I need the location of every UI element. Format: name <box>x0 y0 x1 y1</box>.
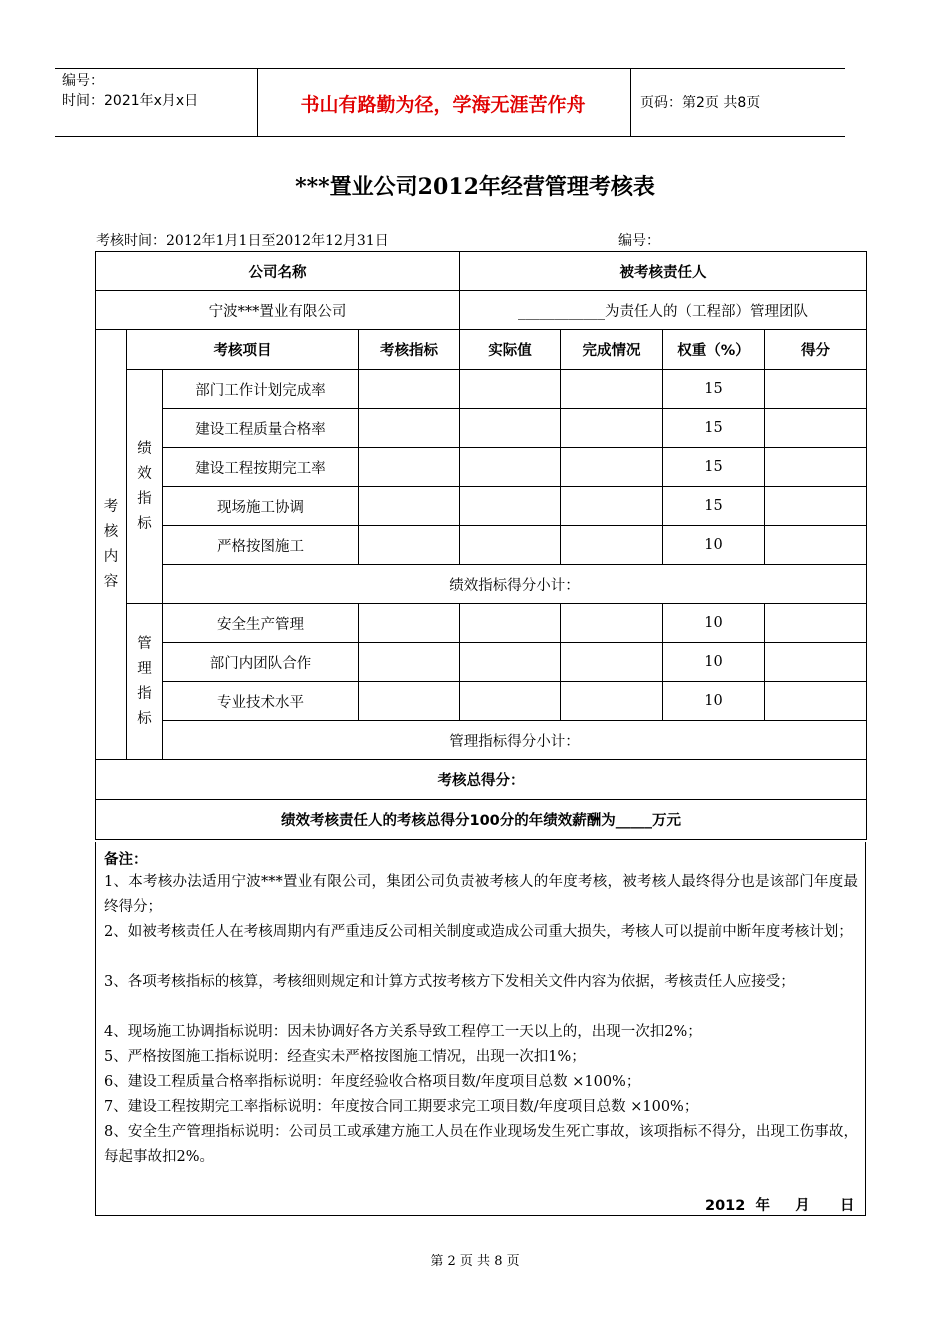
row-weight: 15 <box>663 409 765 448</box>
actual-cell[interactable] <box>460 370 561 409</box>
score-cell[interactable] <box>765 526 867 565</box>
row-weight: 10 <box>663 682 765 721</box>
note-item: 1、本考核办法适用宁波***置业有限公司，集团公司负责被考核人的年度考核，被考核人最终得分也是该部门年度最终得分； <box>104 874 858 915</box>
assessment-table <box>95 251 867 840</box>
col-header-actual: 实际值 <box>460 330 561 370</box>
row-weight: 15 <box>663 448 765 487</box>
completion-cell[interactable] <box>561 604 663 643</box>
col-header-score: 得分 <box>765 330 867 370</box>
note-item: 3、各项考核指标的核算，考核细则规定和计算方式按考核方下发相关文件内容为依据，考核责任人应接受； <box>104 974 795 990</box>
col-header-completion: 完成情况 <box>561 330 663 370</box>
responsible-header: 被考核责任人 <box>460 252 867 291</box>
score-cell[interactable] <box>765 487 867 526</box>
actual-cell[interactable] <box>460 487 561 526</box>
completion-cell[interactable] <box>561 526 663 565</box>
completion-cell[interactable] <box>561 370 663 409</box>
actual-cell[interactable] <box>460 526 561 565</box>
company-name-header: 公司名称 <box>96 252 460 291</box>
completion-cell[interactable] <box>561 409 663 448</box>
management-subtotal: 管理指标得分小计： <box>163 721 867 760</box>
score-cell[interactable] <box>765 604 867 643</box>
completion-cell[interactable] <box>561 643 663 682</box>
score-cell[interactable] <box>765 643 867 682</box>
indicator-cell[interactable] <box>359 604 460 643</box>
row-item: 专业技术水平 <box>163 682 359 721</box>
table-row <box>96 487 867 526</box>
table-row <box>96 409 867 448</box>
indicator-cell[interactable] <box>359 409 460 448</box>
table-row <box>96 604 867 643</box>
management-label: 管 理 指 标 <box>127 604 163 760</box>
col-header-item: 考核项目 <box>127 330 359 370</box>
table-row <box>96 370 867 409</box>
notes-heading: 备注： <box>104 852 148 868</box>
row-item: 建设工程按期完工率 <box>163 448 359 487</box>
actual-cell[interactable] <box>460 643 561 682</box>
row-item: 现场施工协调 <box>163 487 359 526</box>
indicator-cell[interactable] <box>359 487 460 526</box>
row-weight: 10 <box>663 643 765 682</box>
row-weight: 15 <box>663 487 765 526</box>
note-item: 4、现场施工协调指标说明：因未协调好各方关系导致工程停工一天以上的，出现一次扣2%； <box>104 1024 702 1040</box>
completion-cell[interactable] <box>561 448 663 487</box>
performance-subtotal: 绩效指标得分小计： <box>163 565 867 604</box>
note-item: 2、如被考核责任人在考核周期内有严重违反公司相关制度或造成公司重大损失，考核人可以提前中断年度考核计划； <box>104 924 853 940</box>
note-item: 7、建设工程按期完工率指标说明：年度按合同工期要求完工项目数/年度项目总数 ×100%； <box>104 1099 699 1115</box>
assessment-period: 考核时间：2012年1月1日至2012年12月31日 <box>96 233 389 249</box>
score-cell[interactable] <box>765 448 867 487</box>
row-weight: 10 <box>663 526 765 565</box>
row-item: 部门内团队合作 <box>163 643 359 682</box>
score-cell[interactable] <box>765 682 867 721</box>
actual-cell[interactable] <box>460 448 561 487</box>
salary-line: 绩效考核责任人的考核总得分100分的年绩效薪酬为_____万元 <box>96 800 867 840</box>
responsible-value: ____________为责任人的（工程部）管理团队 <box>460 291 867 330</box>
row-weight: 10 <box>663 604 765 643</box>
note-item: 8、安全生产管理指标说明：公司员工或承建方施工人员在作业现场发生死亡事故，该项指标不得分，出现工伤事故，每起事故扣2%。 <box>104 1124 858 1165</box>
table-row <box>96 682 867 721</box>
header-page-label: 页码：第2页 共8页 <box>640 95 761 111</box>
score-cell[interactable] <box>765 370 867 409</box>
indicator-cell[interactable] <box>359 448 460 487</box>
note-item: 5、严格按图施工指标说明：经查实未严格按图施工情况，出现一次扣1%； <box>104 1049 586 1065</box>
document-title: ***置业公司2012年经营管理考核表 <box>295 174 655 200</box>
indicator-cell[interactable] <box>359 643 460 682</box>
total-score: 考核总得分： <box>96 760 867 800</box>
header-number-label: 编号： <box>62 73 104 89</box>
actual-cell[interactable] <box>460 409 561 448</box>
note-item: 6、建设工程质量合格率指标说明：年度经验收合格项目数/年度项目总数 ×100%； <box>104 1074 641 1090</box>
col-header-indicator: 考核指标 <box>359 330 460 370</box>
row-item: 建设工程质量合格率 <box>163 409 359 448</box>
table-row <box>96 448 867 487</box>
completion-cell[interactable] <box>561 487 663 526</box>
score-cell[interactable] <box>765 409 867 448</box>
table-row <box>96 643 867 682</box>
completion-cell[interactable] <box>561 682 663 721</box>
section-label-content: 考 核 内 容 <box>96 330 127 760</box>
row-item: 安全生产管理 <box>163 604 359 643</box>
indicator-cell[interactable] <box>359 370 460 409</box>
table-row <box>96 526 867 565</box>
performance-label: 绩 效 指 标 <box>127 370 163 604</box>
indicator-cell[interactable] <box>359 526 460 565</box>
header-bottom-rule <box>55 136 845 137</box>
row-item: 部门工作计划完成率 <box>163 370 359 409</box>
header-time-label: 时间：2021年x月x日 <box>62 93 199 109</box>
header-motto: 书山有路勤为径，学海无涯苦作舟 <box>300 94 586 116</box>
row-item: 严格按图施工 <box>163 526 359 565</box>
page-footer: 第 2 页 共 8 页 <box>430 1254 520 1269</box>
form-number-label: 编号： <box>618 233 660 249</box>
actual-cell[interactable] <box>460 604 561 643</box>
row-weight: 15 <box>663 370 765 409</box>
signature-date: 2012 年 月 日 <box>705 1198 855 1214</box>
actual-cell[interactable] <box>460 682 561 721</box>
company-name-value: 宁波***置业有限公司 <box>96 291 460 330</box>
indicator-cell[interactable] <box>359 682 460 721</box>
col-header-weight: 权重（%） <box>663 330 765 370</box>
